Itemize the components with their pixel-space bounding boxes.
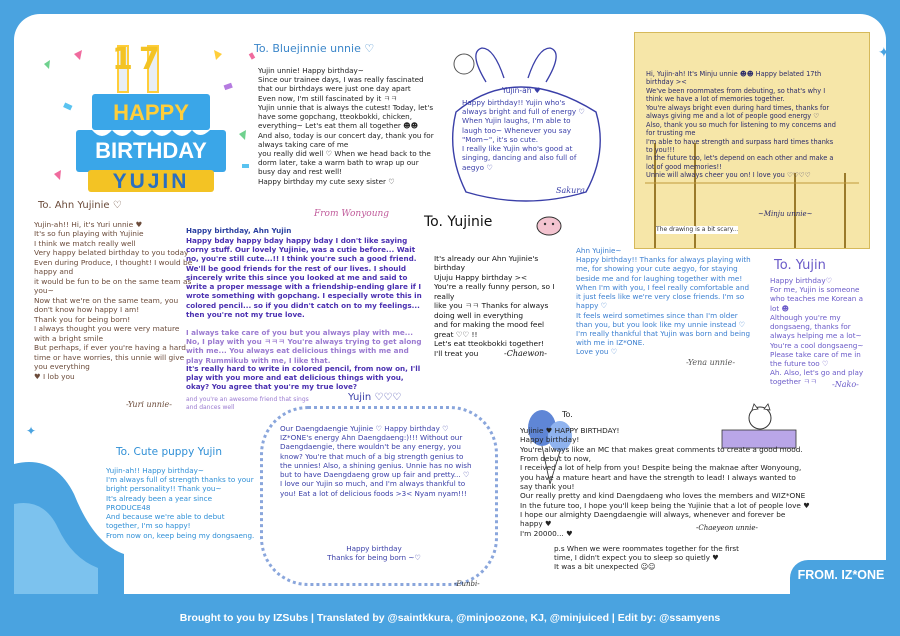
cake-line-birthday: BIRTHDAY — [95, 138, 207, 163]
cake-line-happy: HAPPY — [113, 100, 189, 125]
wave-decoration — [14, 444, 124, 594]
letter-eunbi-signature: -Eunbi- — [454, 580, 480, 588]
letter-bluejinnie-body: Yujin unnie! Happy birthday~ Since our trainee days, I was really fascinated that our birthdays were just one day apart Even now, I'm still fascinated by it ㅋㅋ Yujin unnie that is always the cutest! Today, let's have some gopchang, tteokbokki, chicken, everything~ Let's eat them all together ☻☻ And also, today is our concert day, thank you for always taking care of me you really did well ♡ When we head back to the dorm later, take a warm bath to wrap up our busy day and rest well! Happy birthday my cute sexy sister ♡ — [258, 66, 434, 186]
letter-yuri-signature: -Yuri unnie- — [126, 400, 172, 409]
letter-eunbi-closing: Happy birthday Thanks for being born ~♡ — [327, 544, 421, 563]
letter-chaeyeon-ps: p.s When we were roommates together for the first time, I didn't expect you to sleep so quietly ♥ It was a bit unexpected ☺☺ — [554, 544, 739, 572]
letter-chaewon-signature: -Chaewon- — [504, 349, 547, 358]
birthday-card — [14, 14, 890, 594]
letter-minju-body: Hi, Yujin-ah! It's Minju unnie ☻☻ Happy belated 17th birthday >< We've been roommates from debuting, so that's why I think we have a lot of memories together. You're always bright even during hard times, thanks for always giving me and a lot of people good energy ♡ Also, thank you so much for listening to my concerns and for trusting me I'm able to have strength and surpass hard times thanks to you!!! In the future too, let's depend on each other and make a lot of good memories!! Unnie will always cheer you on! I love you ♡♡♡♡ — [646, 70, 836, 180]
letter-minju-caption: The drawing is a bit scary... — [656, 226, 739, 233]
letter-nako-signature: -Nako- — [832, 380, 859, 389]
letter-hyewon-to: To. Cute puppy Yujin — [116, 446, 222, 458]
letter-yena-body: Ahn Yujinie~ Happy birthday!! Thanks for always playing with me, for showing your cute aegyo, for staying beside me and for laughing together with me! When I'm with you, I feel really comfortable and it just feels like we're very close friends. I'm so happy ♡ It feels weird sometimes since than I'm older than you, but you look like my unnie instead ♡ I'm really thankful that Yujin was born and being with me in IZ*ONE. Love you ♡ — [576, 246, 751, 357]
letter-nako-body: Happy birthday♡ For me, Yujin is someone who teaches me Korean a lot ☻ Although you're my dongsaeng, thanks for always helping me a lot~ You're a cool dongsaeng~ Please take care of me in the future too ♡ Ah. Also, let's go and play together ㅋㅋ — [770, 276, 864, 387]
letter-chaeyeon-signature: -Chaeyeon unnie- — [696, 524, 758, 532]
sparkle-icon: ✦ — [878, 44, 890, 60]
letter-chaewon-body: It's already our Ahn Yujinie's birthday Ujuju Happy birthday >< You're a really funny person, so I really like you ㅋㅋ Thanks for always doing well in everything and for making the mood feel great ♡♡ !! Let's eat tteokbokki together! I'll treat you — [434, 254, 555, 358]
letter-bluejinnie-to: To. Bluejinnie unnie ♡ — [254, 42, 375, 55]
birthday-cake-graphic — [74, 42, 244, 212]
letter-hitomi-footnote: and you're an awesome friend that sings and dances well — [186, 396, 309, 411]
cake-number: 17 — [112, 42, 166, 77]
letter-sakura-body: Happy birthday!! Yujin who's always bright and full of energy ♡ When Yujin laughs, I'm able to laugh too~ Whenever you say "Mom~", it's so cute. I really like Yujin who's good at singing, dancing and also full of aegyo ♡ — [462, 98, 585, 172]
letter-eunbi-to: Yujin ♡♡♡ — [348, 392, 402, 403]
letter-bluejinnie-signature: From Wonyoung — [314, 209, 390, 219]
letter-sakura-signature: Sakura — [556, 186, 585, 195]
letter-hyewon-body: Yujin-ah!! Happy birthday~ I'm always full of strength thanks to your bright personality!! Thank you~ It's already been a year since PRODUCE48 And because we're able to debut together, I'm so happy! From now on, keep being my dongsaeng. — [106, 466, 255, 540]
chaewon-pig-doodle-icon — [534, 212, 564, 238]
cake-line-name: YUJIN — [112, 170, 190, 193]
letter-hitomi-body3: It's really hard to write in colored pencil, from now on, I'll play with you more and eat delicious things with you, okay? You agree that you're my true love? — [186, 364, 421, 392]
credits-footer: Brought to you by IZSubs | Translated by @saintkkura, @minjoozone, KJ, @minjuiced | Edit by: @ssamyens — [179, 612, 721, 624]
letter-yena-signature: -Yena unnie- — [686, 358, 736, 367]
letter-sakura-to: Yujin-ah ♥ — [502, 86, 541, 95]
letter-hitomi-body2: I always take care of you but you always play with me... No, I play with you ㅋㅋㅋ You're always trying to get along with me... You always eat delicious things with me and play Rummikub with me, I like that. — [186, 328, 422, 365]
from-izone-label: FROM. IZ*ONE — [797, 568, 885, 582]
letter-minju-signature: ~Minju unnie~ — [758, 210, 813, 218]
sparkle-icon: ✦ — [26, 424, 37, 438]
letter-chaeyeon-to: To. — [562, 410, 573, 419]
letter-hitomi-body: Happy bday happy bday happy bday I don't like saying corny stuff. Our lovely Yujinie, was a cutie before... Wait no, you're still cute...!! I think you're such a good friend. We'll be good friends for the rest of our lives. I should sincerely write this since you looked at me and said to write a proper message with a friendship-ending glare if I wrote something with gopchang. I especially wrote this in colored pencil... so if you didn't catch on to my feelings... then you're not my true love. — [186, 236, 422, 319]
letter-yuri-to: To. Ahn Yujinie ♡ — [38, 200, 122, 211]
letter-yuri-body: Yujin-ah!! Hi, it's Yuri unnie ♥ It's so fun playing with Yujinie I think we match really well Very happy belated birthday to you today Even during Produce, I thought! I would be happy and it would be fun to be on the same team as you~ Now that we're on the same team, you don't know how happy I am! Thank you for being born! I always thought you were very mature with a bright smile But perhaps, if ever you're having a hard time or have worries, this unnie will give you everything ♥ I lob you — [34, 220, 193, 381]
letter-nako-to: To. Yujin — [774, 258, 826, 273]
letter-chaewon-to: To. Yujinie — [424, 214, 493, 230]
letter-chaeyeon-body: Yujinie ♥ HAPPY BIRTHDAY! Happy birthday! You're always like an MC that makes great comments to create a good mood. From debut to now, I received a lot of help from you! Despite being the maknae after Wonyoung, you have a mature heart and have the strength to lead! I always wanted to say thank you! Our really pretty and kind Daengdaeng who loves the members and WIZ*ONE In the future too, I hope you'll keep being the Yujinie that a lot of people love ♥ I hope our almighty Daengdaengie will always, whenever and forever be happy ♥ I'm 20000... ♥ — [520, 426, 810, 538]
letter-hitomi-greeting: Happy birthday, Ahn Yujin — [186, 226, 292, 235]
letter-eunbi-body: Our Daengdaengie Yujinie ♡ Happy birthday ♡ IZ*ONE's energy Ahn Daengdaeng:)!!! Without our Daengdaengie, there wouldn't be any energy, you know? You're that much of a big strength genius to the unnies! Also, a shining genius. Unnie has no wish but to have Daengdaeng grow up fair and pretty... ♡ I love our Yujin so much, and I'm always thankful to you! Eat a lot of delicious foods >3< Nyam nyam!!! — [280, 424, 472, 498]
